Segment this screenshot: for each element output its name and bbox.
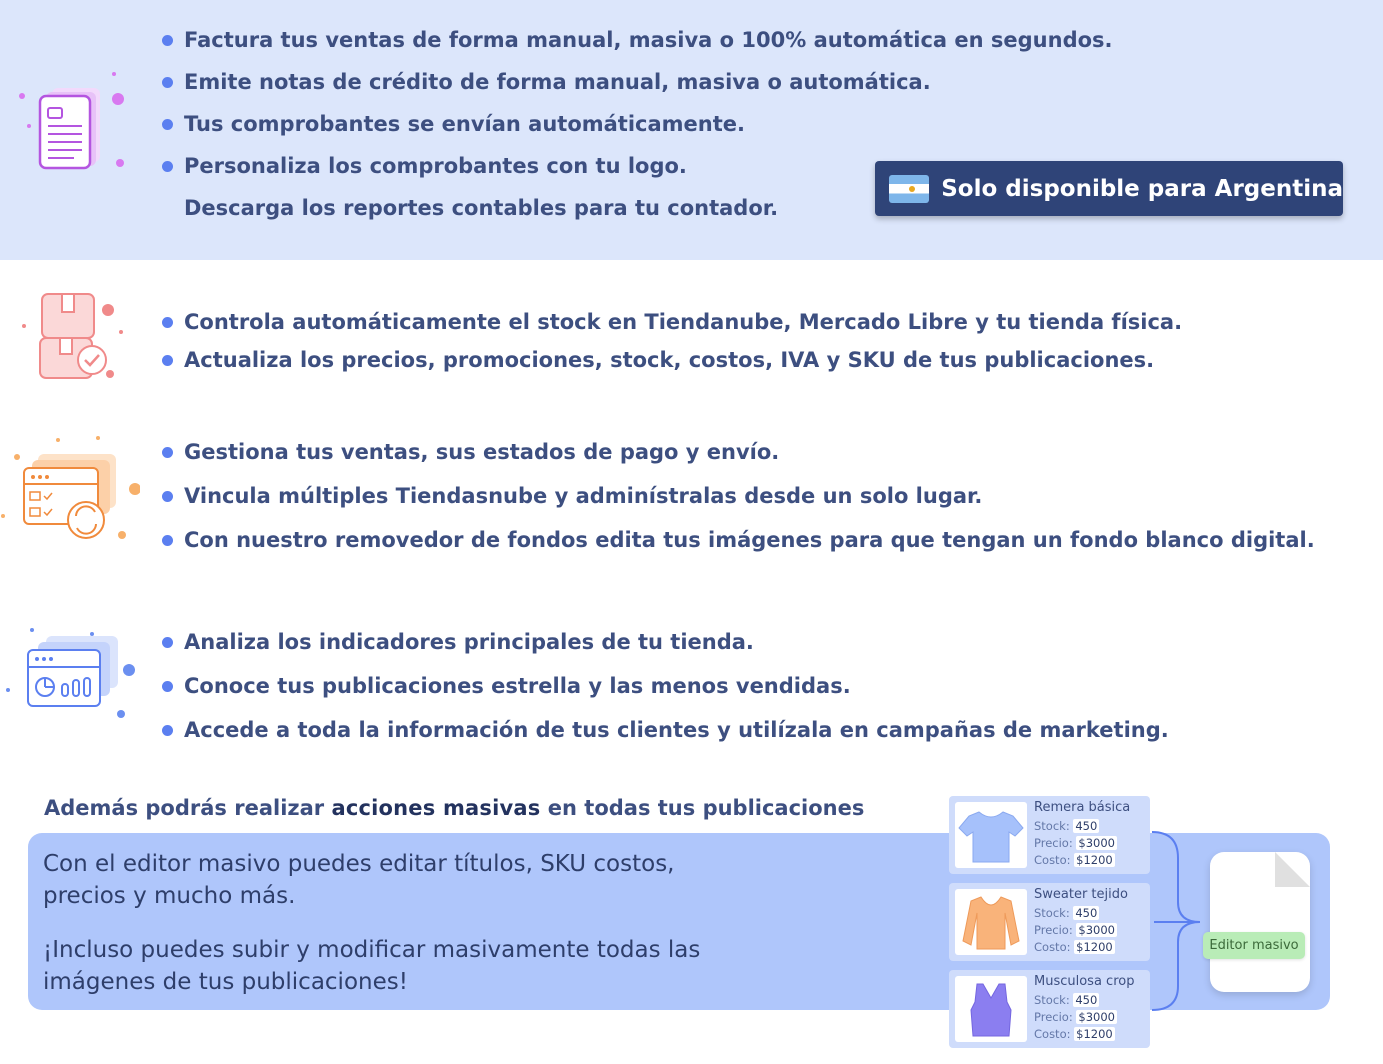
tank-top-icon — [955, 976, 1027, 1042]
list-item: Conoce tus publicaciones estrella y las menos vendidas. — [160, 673, 1169, 699]
analytics-list — [160, 629, 1169, 743]
bullet-icon — [162, 725, 173, 736]
product-card: Remera básica Stock: 450 Precio: $3000 Costo: $1200 — [949, 796, 1150, 874]
bullet-icon — [162, 355, 173, 366]
product-card: Musculosa crop Stock: 450 Precio: $3000 Costo: $1200 — [949, 970, 1150, 1048]
argentina-flag-icon — [889, 175, 929, 203]
list-item: Personaliza los comprobantes con tu logo. — [160, 153, 1113, 179]
bullet-icon — [162, 119, 173, 130]
bullet-icon — [162, 637, 173, 648]
bracket-connector — [1150, 830, 1210, 1012]
bullet-icon — [162, 681, 173, 692]
argentina-only-badge: Solo disponible para Argentina — [875, 161, 1343, 216]
bullet-icon — [162, 35, 173, 46]
bullet-icon — [162, 161, 173, 172]
list-item: Actualiza los precios, promociones, stock, costos, IVA y SKU de tus publicaciones. — [160, 347, 1182, 373]
box-check-icon — [18, 286, 128, 386]
sales-window-icon — [0, 432, 140, 552]
bulk-actions-title: Además podrás realizar acciones masivas en todas tus publicaciones — [44, 796, 865, 820]
bullet-icon — [162, 317, 173, 328]
stock-list — [160, 309, 1182, 373]
analytics-dashboard-icon — [2, 620, 142, 730]
list-item: Tus comprobantes se envían automáticamente. — [160, 111, 1113, 137]
list-item: Controla automáticamente el stock en Tiendanube, Mercado Libre y tu tienda física. — [160, 309, 1182, 335]
bulk-paragraph-1: Con el editor masivo puedes editar títulos, SKU costos, precios y mucho más. — [43, 851, 675, 909]
list-item: Factura tus ventas de forma manual, masiva o 100% automática en segundos. — [160, 27, 1113, 53]
product-card: Sweater tejido Stock: 450 Precio: $3000 Costo: $1200 — [949, 883, 1150, 961]
bullet-icon — [162, 447, 173, 458]
invoice-icon — [14, 62, 134, 182]
bullet-icon — [162, 491, 173, 502]
list-item: Con nuestro removedor de fondos edita tus imágenes para que tengan un fondo blanco digital. — [160, 527, 1315, 553]
list-item: Emite notas de crédito de forma manual, masiva o automática. — [160, 69, 1113, 95]
sweater-icon — [955, 889, 1027, 955]
tshirt-icon — [955, 802, 1027, 868]
bullet-icon — [162, 77, 173, 88]
bullet-icon — [162, 535, 173, 546]
list-item-plain: Descarga los reportes contables para tu contador. — [184, 196, 779, 220]
list-item: Analiza los indicadores principales de tu tienda. — [160, 629, 1169, 655]
list-item: Accede a toda la información de tus clientes y utilízala en campañas de marketing. — [160, 717, 1169, 743]
sales-list — [160, 439, 1315, 553]
bulk-editor-description — [43, 848, 703, 1020]
editor-label: Editor masivo — [1203, 932, 1305, 959]
list-item: Gestiona tus ventas, sus estados de pago y envío. — [160, 439, 1315, 465]
bulk-paragraph-2: ¡Incluso puedes subir y modificar masivamente todas las imágenes de tus publicaciones! — [43, 937, 701, 995]
list-item: Vincula múltiples Tiendasnube y adminístralas desde un solo lugar. — [160, 483, 1315, 509]
